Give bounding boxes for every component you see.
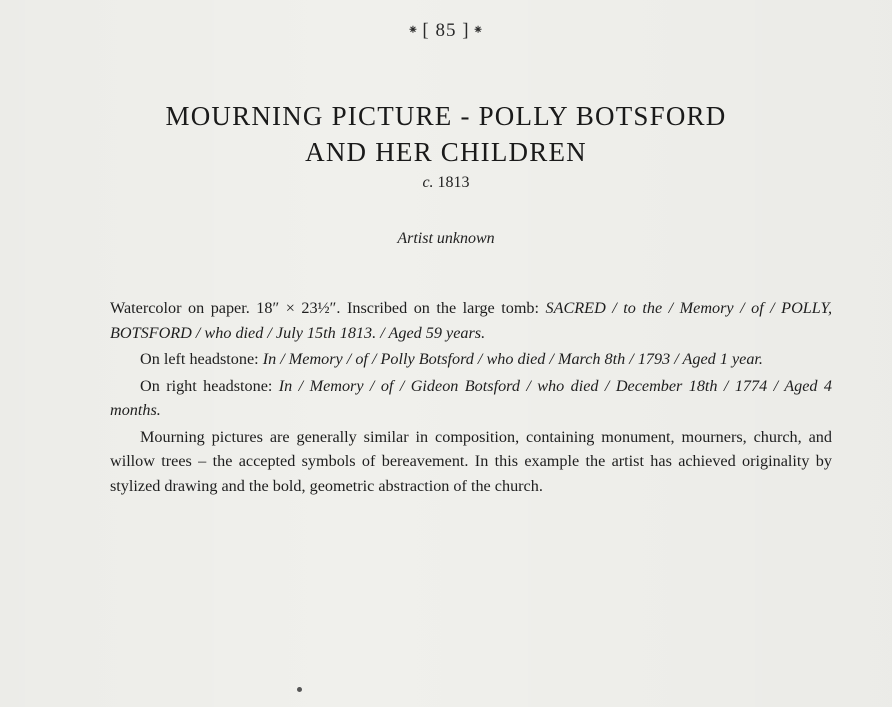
right-headstone-intro: On right headstone: <box>140 376 279 395</box>
paragraph-left-headstone <box>110 347 832 372</box>
left-headstone-intro: On left headstone: <box>140 350 263 368</box>
left-headstone-inscription: In / Memory / of / Polly Botsford / who died / March 8th / 1793 / Aged 1 year. <box>262 350 763 368</box>
title-line-1: MOURNING PICTURE - POLLY BOTSFORD <box>165 101 727 131</box>
speck-mark <box>297 687 302 692</box>
paragraph-right-headstone <box>110 374 832 423</box>
tomb-inscription-part2: Memory / of / POLLY, BOTSFORD / who died / July 15th 1813. / Aged 59 years. <box>110 299 833 342</box>
artist-line: Artist unknown <box>397 230 495 247</box>
date-year: 1813 <box>437 174 470 191</box>
title-line-2: AND HER CHILDREN <box>305 137 587 167</box>
description-text <box>110 296 832 498</box>
page-title <box>60 98 832 170</box>
right-headstone-inscription: In / Memory / of / Gideon Botsford / who died / December 18th / 1774 / Aged 4 months. <box>110 376 832 419</box>
page-number <box>0 20 892 42</box>
paragraph-commentary: Mourning pictures are generally similar in composition, containing monument, mourners, church, and willow trees – the accepted symbols of bereavement. In this example the artist has achieved originality by stylized drawing and the bold, geometric abstraction of the church. <box>110 427 832 495</box>
medium-intro: Watercolor on paper. 18″ × 23½″. Inscribed on the large tomb: <box>110 299 546 317</box>
ornament-left-icon: ⁕ <box>407 22 420 37</box>
date-prefix: c. <box>422 174 434 191</box>
page-number-text: [ 85 ] <box>422 20 470 41</box>
paragraph-medium <box>110 296 832 345</box>
tomb-inscription-part1: SACRED / to the / <box>545 299 674 317</box>
ornament-right-icon: ⁕ <box>472 22 485 37</box>
date-line <box>0 174 892 192</box>
